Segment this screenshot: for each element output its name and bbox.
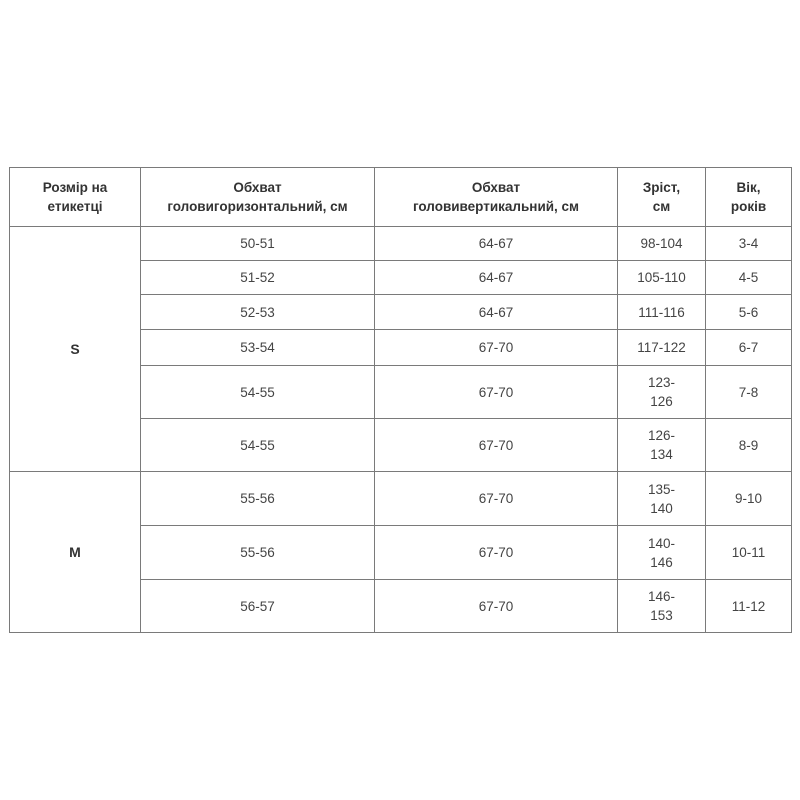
vertical-girth-cell: 67-70 [375, 366, 618, 419]
age-cell: 11-12 [706, 580, 792, 633]
size-cell-s: S [10, 227, 141, 472]
height-cell [618, 419, 706, 472]
size-chart-table [9, 167, 792, 633]
age-cell: 8-9 [706, 419, 792, 472]
header-age [706, 168, 792, 227]
age-cell: 4-5 [706, 261, 792, 295]
height-cell-line1: 146- [647, 589, 676, 604]
height-cell-line2: 153 [650, 608, 673, 623]
header-height-line2: см [652, 199, 671, 214]
height-cell-line1: 140- [647, 535, 676, 551]
vertical-girth-cell: 64-67 [375, 295, 618, 330]
header-label-size-line1: Розмір на [42, 180, 108, 195]
age-cell: 7-8 [706, 366, 792, 419]
age-cell: 6-7 [706, 330, 792, 366]
height-cell: 105-110 [618, 261, 706, 295]
height-cell [618, 580, 706, 633]
horizontal-girth-cell: 53-54 [141, 330, 375, 366]
height-cell-line2: 126 [650, 394, 673, 409]
header-vertical-girth-line2: головивертикальний, см [412, 199, 580, 214]
table-row [10, 472, 792, 526]
header-vertical-girth [375, 168, 618, 227]
header-row [10, 168, 792, 227]
height-cell [618, 472, 706, 526]
horizontal-girth-cell: 55-56 [141, 472, 375, 526]
header-horizontal-girth [141, 168, 375, 227]
height-cell: 111-116 [618, 295, 706, 330]
header-age-line2: років [730, 199, 767, 214]
size-cell-m: M [10, 472, 141, 633]
header-height-line1: Зріст, [642, 180, 681, 195]
vertical-girth-cell: 67-70 [375, 580, 618, 633]
height-cell: 117-122 [618, 330, 706, 366]
header-height [618, 168, 706, 227]
header-vertical-girth-line1: Обхват [471, 180, 521, 195]
height-cell-line2: 146 [650, 554, 673, 570]
height-cell-line1: 126- [647, 428, 676, 443]
height-cell-line2: 140 [650, 500, 673, 516]
vertical-girth-cell: 67-70 [375, 330, 618, 366]
horizontal-girth-cell: 52-53 [141, 295, 375, 330]
horizontal-girth-cell: 51-52 [141, 261, 375, 295]
horizontal-girth-cell: 56-57 [141, 580, 375, 633]
table-row [10, 227, 792, 261]
horizontal-girth-cell: 55-56 [141, 526, 375, 580]
header-horizontal-girth-line2: головигоризонтальний, см [167, 199, 348, 214]
vertical-girth-cell: 67-70 [375, 472, 618, 526]
age-cell: 5-6 [706, 295, 792, 330]
age-cell: 10-11 [706, 526, 792, 580]
height-cell-line1: 123- [647, 375, 676, 390]
horizontal-girth-cell: 54-55 [141, 419, 375, 472]
age-cell: 3-4 [706, 227, 792, 261]
height-cell: 98-104 [618, 227, 706, 261]
vertical-girth-cell: 64-67 [375, 261, 618, 295]
header-age-line1: Вік, [736, 180, 761, 195]
age-cell: 9-10 [706, 472, 792, 526]
vertical-girth-cell: 64-67 [375, 227, 618, 261]
horizontal-girth-cell: 54-55 [141, 366, 375, 419]
height-cell [618, 526, 706, 580]
height-cell-line2: 134 [650, 447, 673, 462]
horizontal-girth-cell: 50-51 [141, 227, 375, 261]
vertical-girth-cell: 67-70 [375, 526, 618, 580]
header-label-size-line2: етикетці [47, 199, 103, 214]
header-label-size [10, 168, 141, 227]
height-cell-line1: 135- [647, 481, 676, 497]
header-horizontal-girth-line1: Обхват [233, 180, 282, 195]
height-cell [618, 366, 706, 419]
vertical-girth-cell: 67-70 [375, 419, 618, 472]
